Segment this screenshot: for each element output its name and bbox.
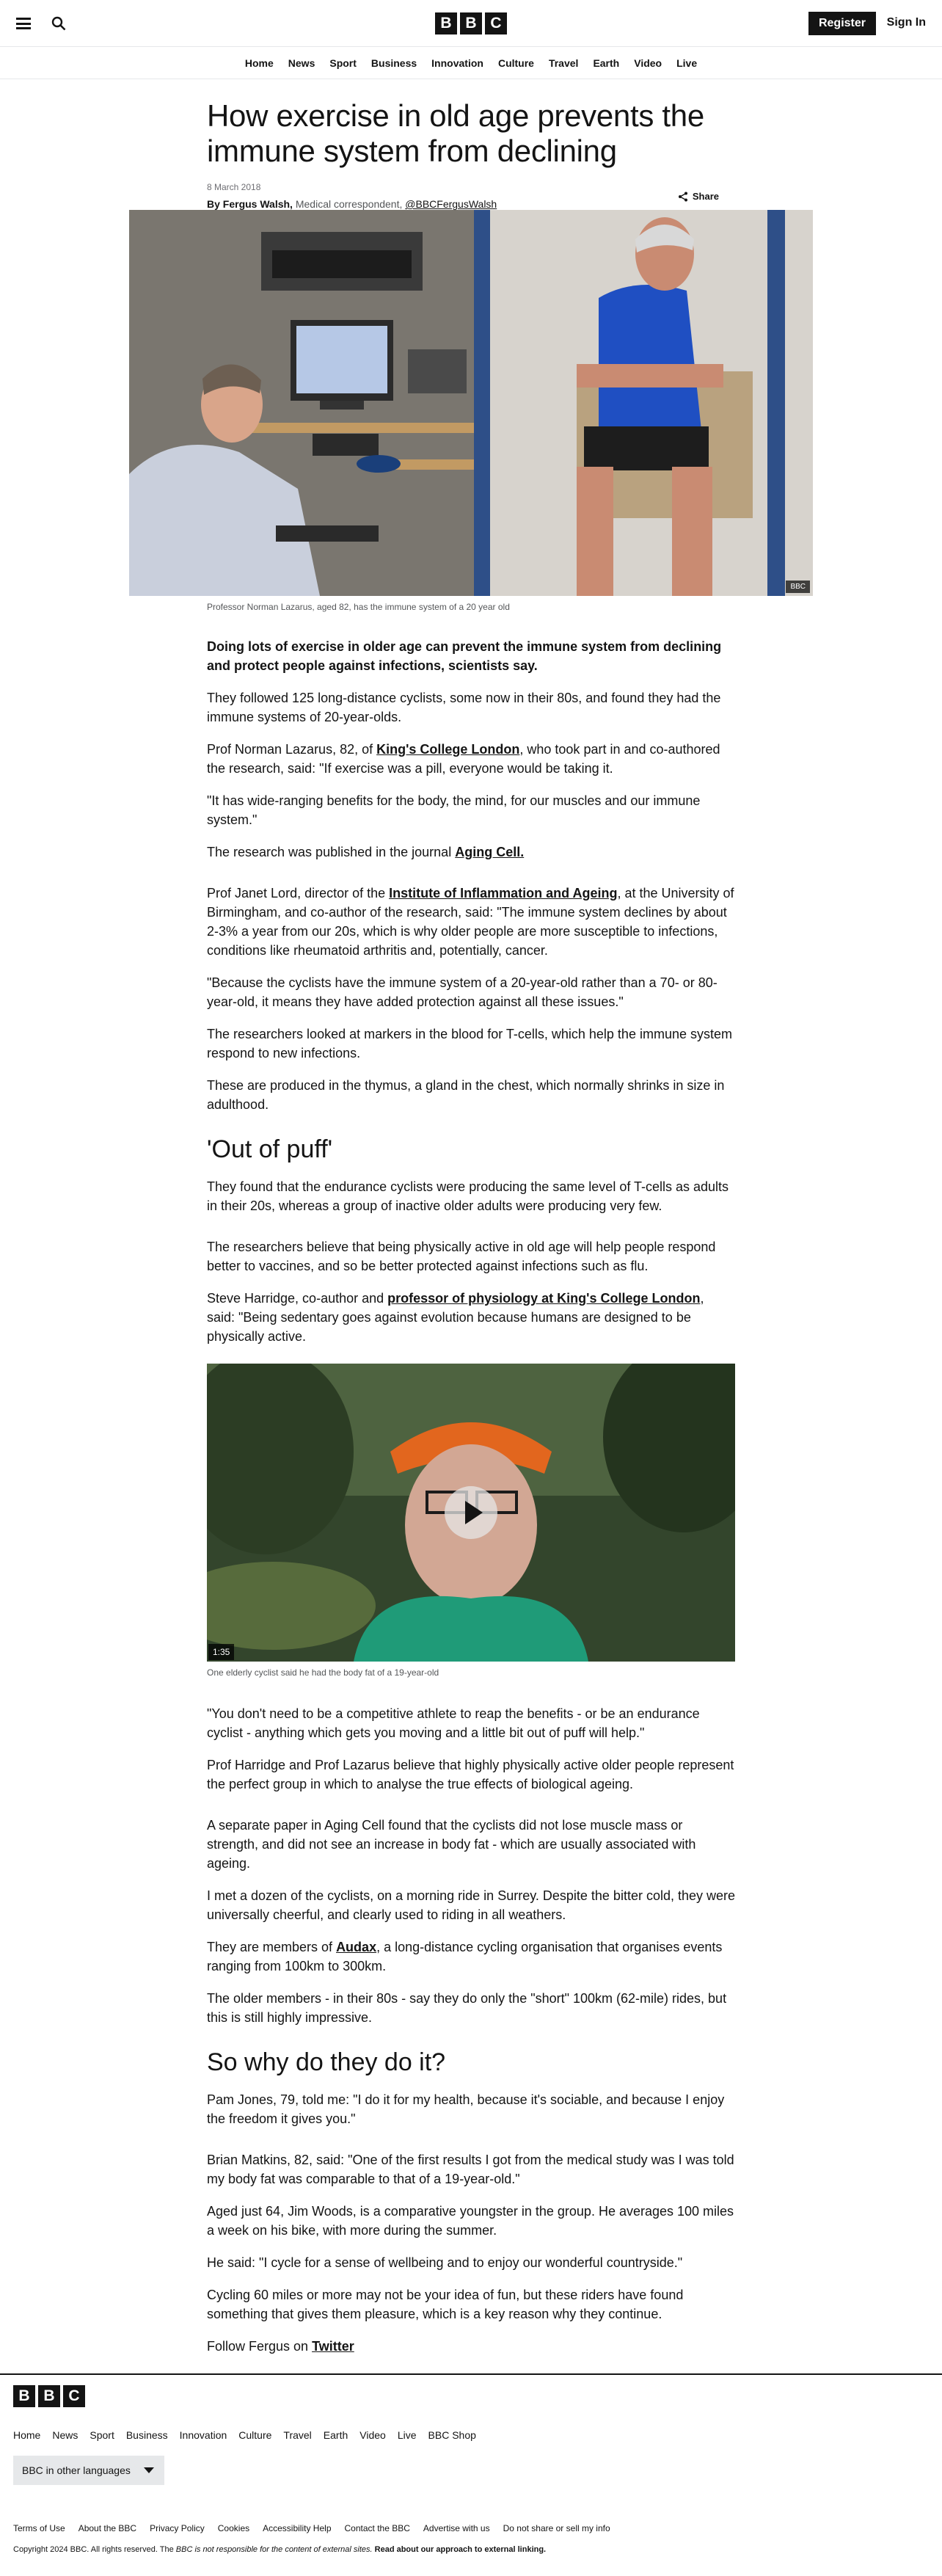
paragraph: Aged just 64, Jim Woods, is a comparative youngster in the group. He averages 100 miles a week on his bike, with more during the summer. — [207, 2204, 734, 2238]
footer-nav-bbc-shop[interactable]: BBC Shop — [428, 2429, 476, 2441]
paragraph: Prof Harridge and Prof Lazarus believe that highly physically active older people represent the perfect group in which to analyse the true effects of biological ageing. — [207, 1758, 734, 1791]
nav-item-news[interactable]: News — [288, 57, 315, 69]
footer-nav-travel[interactable]: Travel — [283, 2429, 312, 2441]
footer-nav-business[interactable]: Business — [125, 2429, 168, 2441]
play-button[interactable] — [445, 1486, 497, 1539]
paragraph: A separate paper in Aging Cell found that the cyclists did not lose muscle mass or strength, and did not see an increase in body fat - which are usually associated with ageing. — [207, 1818, 696, 1871]
hero-caption: Professor Norman Lazarus, aged 82, has the immune system of a 20 year old — [207, 602, 510, 612]
top-bar — [0, 0, 942, 47]
paragraph: Steve Harridge, co-author and professor of physiology at King's College London, said: "Being sedentary goes against evolution because humans are designed to be physically active. — [207, 1291, 704, 1344]
footer-bbc-logo[interactable] — [13, 2385, 929, 2407]
audax-link[interactable]: Audax — [336, 1940, 377, 1954]
nav-item-video[interactable]: Video — [634, 57, 662, 69]
logo-letter: B — [13, 2385, 35, 2407]
byline — [207, 198, 735, 210]
search-icon[interactable] — [51, 16, 66, 31]
nav-item-live[interactable]: Live — [676, 57, 698, 69]
paragraph: They followed 125 long-distance cyclists, some now in their 80s, and found they had the immune systems of 20-year-olds. — [207, 691, 721, 724]
logo-letter: C — [63, 2385, 85, 2407]
footer-nav-innovation[interactable]: Innovation — [179, 2429, 227, 2441]
footer-link-terms[interactable]: Terms of Use — [13, 2523, 65, 2533]
footer-nav-culture[interactable]: Culture — [238, 2429, 272, 2441]
paragraph: The older members - in their 80s - say they do only the "short" 100km (62-mile) rides, but this is still highly impressive. — [207, 1991, 727, 2025]
section-heading: So why do they do it? — [207, 2048, 446, 2076]
languages-dropdown[interactable] — [13, 2456, 164, 2485]
paragraph: I met a dozen of the cyclists, on a morning ride in Surrey. Despite the bitter cold, they were universally cheerful, and clearly used to riding in all weathers. — [207, 1888, 736, 1922]
physiology-link[interactable]: professor of physiology at King's College London — [387, 1291, 701, 1306]
paragraph: He said: "I cycle for a sense of wellbeing and to enjoy our wonderful countryside." — [207, 2255, 683, 2270]
paragraph: The researchers believe that being physically active in old age will help people respond better to vaccines, and so be better protected against infections such as flu. — [207, 1240, 716, 1273]
video-player[interactable] — [207, 1364, 735, 1662]
sign-in-link[interactable]: Sign In — [886, 16, 926, 29]
section-heading: 'Out of puff' — [207, 1135, 333, 1163]
nav-item-earth[interactable]: Earth — [593, 57, 620, 69]
copyright: Copyright 2024 BBC. All rights reserved. The BBC is not responsible for the content of external sites. Read about our approach to external linking. — [13, 2545, 547, 2554]
logo-letter: C — [485, 12, 507, 34]
menu-icon[interactable] — [16, 18, 31, 29]
author-role: Medical correspondent, — [295, 198, 403, 210]
logo-letter: B — [460, 12, 482, 34]
paragraph: The research was published in the journal Aging Cell. — [207, 845, 525, 859]
paragraph: They found that the endurance cyclists were producing the same level of T-cells as adults in their 20s, whereas a group of inactive older adults were producing very few. — [207, 1179, 729, 1213]
footer-nav-home[interactable]: Home — [13, 2429, 41, 2441]
institute-link[interactable]: Institute of Inflammation and Ageing — [389, 886, 618, 900]
nav-item-innovation[interactable]: Innovation — [431, 57, 483, 69]
footer-nav-video[interactable]: Video — [359, 2429, 386, 2441]
author-name: By Fergus Walsh, — [207, 198, 293, 210]
article-lead: Doing lots of exercise in older age can prevent the immune system from declining and protect people against infections, scientists say. — [207, 639, 722, 673]
main-nav — [0, 47, 942, 79]
article-headline: How exercise in old age prevents the immune system from declining — [207, 98, 704, 168]
video-duration: 1:35 — [208, 1644, 234, 1660]
nav-item-culture[interactable]: Culture — [497, 57, 534, 69]
paragraph: Cycling 60 miles or more may not be your idea of fun, but these riders have found something that gives them pleasure, which is a key reason why they continue. — [207, 2288, 684, 2321]
paragraph: "Because the cyclists have the immune system of a 20-year-old rather than a 70- or 80-year-old, it means they have added protection against all these issues." — [207, 975, 718, 1009]
hero-illustration — [129, 210, 813, 596]
hero-figure — [129, 210, 813, 612]
footer-links — [13, 2523, 929, 2533]
paragraph: Brian Matkins, 82, said: "One of the first results I got from the medical study was I was told my body fat was comparable to that of a 19-year-old." — [207, 2153, 734, 2186]
paragraph: They are members of Audax, a long-distance cycling organisation that organises events ranging from 100km to 300km. — [207, 1940, 723, 1973]
register-button[interactable]: Register — [808, 12, 876, 35]
site-footer — [0, 2373, 942, 2576]
footer-nav-live[interactable]: Live — [397, 2429, 417, 2441]
logo-letter: B — [435, 12, 457, 34]
article-date: 8 March 2018 — [207, 182, 261, 192]
footer-link-do-not-sell[interactable]: Do not share or sell my info — [503, 2523, 610, 2533]
paragraph: These are produced in the thymus, a gland in the chest, which normally shrinks in size in adulthood. — [207, 1078, 725, 1112]
footer-link-contact[interactable]: Contact the BBC — [344, 2523, 410, 2533]
bbc-logo[interactable] — [435, 12, 507, 34]
author-twitter-link[interactable]: @BBCFergusWalsh — [405, 198, 497, 210]
external-linking-link[interactable]: Read about our approach to external linking. — [374, 2545, 547, 2554]
article-body — [207, 637, 735, 2356]
site-header — [0, 0, 942, 79]
footer-nav-news[interactable]: News — [52, 2429, 78, 2441]
logo-letter: B — [38, 2385, 60, 2407]
footer-nav-earth[interactable]: Earth — [323, 2429, 348, 2441]
languages-label: BBC in other languages — [22, 2464, 131, 2476]
paragraph: The researchers looked at markers in the blood for T-cells, which help the immune system respond to new infections. — [207, 1027, 732, 1060]
video-caption: One elderly cyclist said he had the body fat of a 19-year-old — [207, 1667, 439, 1678]
caret-down-icon — [144, 2467, 154, 2473]
article-meta — [207, 182, 735, 210]
share-button[interactable] — [678, 191, 719, 202]
share-icon — [678, 192, 688, 202]
twitter-link[interactable]: Twitter — [312, 2339, 354, 2354]
footer-link-accessibility[interactable]: Accessibility Help — [263, 2523, 332, 2533]
footer-link-advertise[interactable]: Advertise with us — [423, 2523, 490, 2533]
paragraph: "You don't need to be a competitive athlete to reap the benefits - or be an endurance cyclist - anything which gets you moving and a little bit out of puff will help." — [207, 1706, 700, 1740]
hero-image — [129, 210, 813, 596]
aging-cell-link[interactable]: Aging Cell. — [455, 845, 525, 859]
image-credit-badge: BBC — [786, 581, 810, 593]
nav-item-sport[interactable]: Sport — [329, 57, 357, 69]
paragraph: Pam Jones, 79, told me: "I do it for my health, because it's sociable, and because I enjoy the freedom it gives you." — [207, 2092, 725, 2126]
footer-link-privacy[interactable]: Privacy Policy — [150, 2523, 205, 2533]
footer-link-cookies[interactable]: Cookies — [217, 2523, 250, 2533]
article — [207, 79, 806, 2356]
share-label: Share — [692, 191, 719, 202]
paragraph: Prof Janet Lord, director of the Institute of Inflammation and Ageing, at the University of Birmingham, and co-author of the research, said: "The immune system declines by about 2-3% a year from our 20s, which is why older people are more susceptible to infections, conditions like rheumatoid arthritis and, potentially, cancer. — [207, 886, 734, 958]
footer-link-about[interactable]: About the BBC — [78, 2523, 137, 2533]
paragraph: Follow Fergus on Twitter — [207, 2339, 354, 2354]
kings-college-link[interactable]: King's College London — [376, 742, 520, 757]
footer-nav — [13, 2429, 929, 2441]
footer-nav-sport[interactable]: Sport — [90, 2429, 114, 2441]
nav-item-business[interactable]: Business — [370, 57, 417, 69]
nav-item-home[interactable]: Home — [244, 57, 274, 69]
nav-item-travel[interactable]: Travel — [548, 57, 579, 69]
paragraph: Prof Norman Lazarus, 82, of King's College London, who took part in and co-authored the research, said: "If exercise was a pill, everyone would be taking it. — [207, 742, 720, 776]
paragraph: "It has wide-ranging benefits for the body, the mind, for our muscles and our immune system." — [207, 793, 701, 827]
